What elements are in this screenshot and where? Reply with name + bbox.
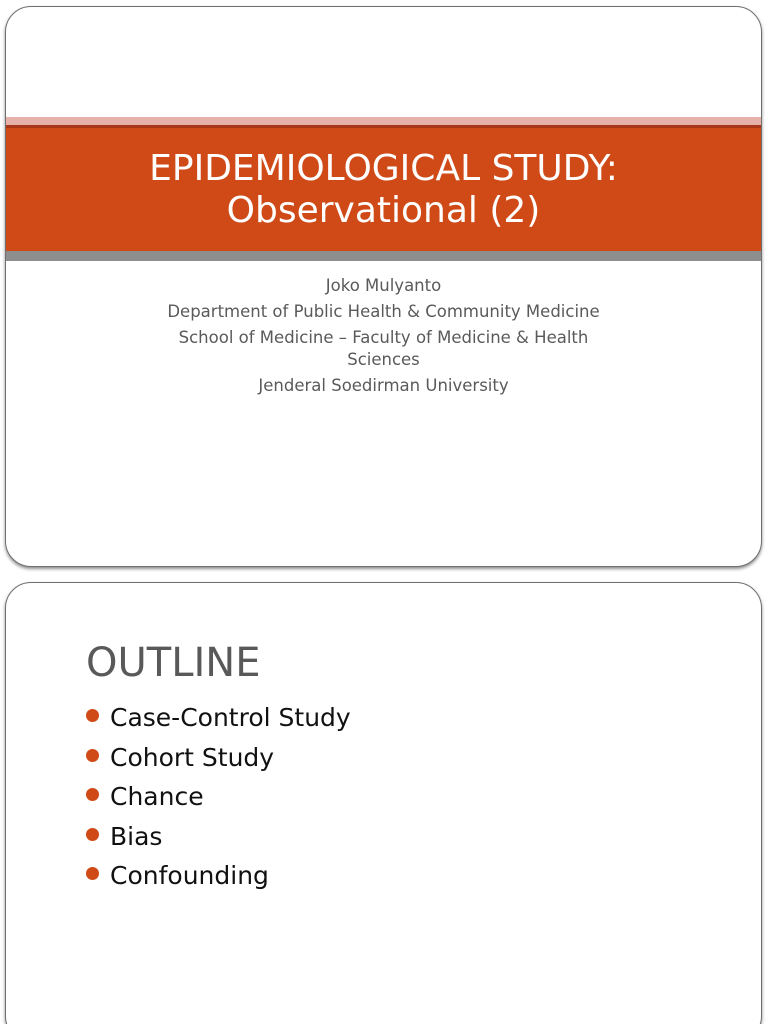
slide-subtitle	[6, 275, 761, 397]
title-line-2: Observational (2)	[226, 189, 541, 231]
bullet-dot-icon	[86, 788, 99, 801]
outline-heading: OUTLINE	[86, 640, 261, 686]
university-name: Jenderal Soedirman University	[258, 376, 509, 395]
author-name: Joko Mulyanto	[325, 276, 442, 295]
bullet-text: Cohort Study	[110, 742, 275, 772]
title-band-bottom-stripe	[6, 251, 761, 261]
bullet-text: Confounding	[110, 861, 269, 891]
list-item	[86, 738, 351, 778]
school-name-line-2: Sciences	[347, 350, 420, 369]
title-band-top-stripe	[6, 117, 761, 125]
bullet-text: Case-Control Study	[110, 703, 351, 733]
slide-title[interactable]	[5, 6, 762, 567]
bullet-dot-icon	[86, 749, 99, 762]
department-name: Department of Public Health & Community Medicine	[167, 302, 600, 321]
outline-bullet-list	[86, 698, 351, 896]
list-item	[86, 698, 351, 738]
bullet-text: Chance	[110, 782, 204, 812]
bullet-dot-icon	[86, 867, 99, 880]
slide-outline[interactable]	[5, 582, 762, 1024]
bullet-dot-icon	[86, 709, 99, 722]
bullet-dot-icon	[86, 828, 99, 841]
list-item	[86, 817, 351, 857]
slide-title-text	[149, 148, 618, 232]
list-item	[86, 856, 351, 896]
school-name-line-1: School of Medicine – Faculty of Medicine & Health	[178, 328, 589, 347]
list-item	[86, 777, 351, 817]
title-band	[6, 125, 761, 251]
title-line-1: EPIDEMIOLOGICAL STUDY:	[149, 147, 618, 189]
bullet-text: Bias	[110, 821, 163, 851]
